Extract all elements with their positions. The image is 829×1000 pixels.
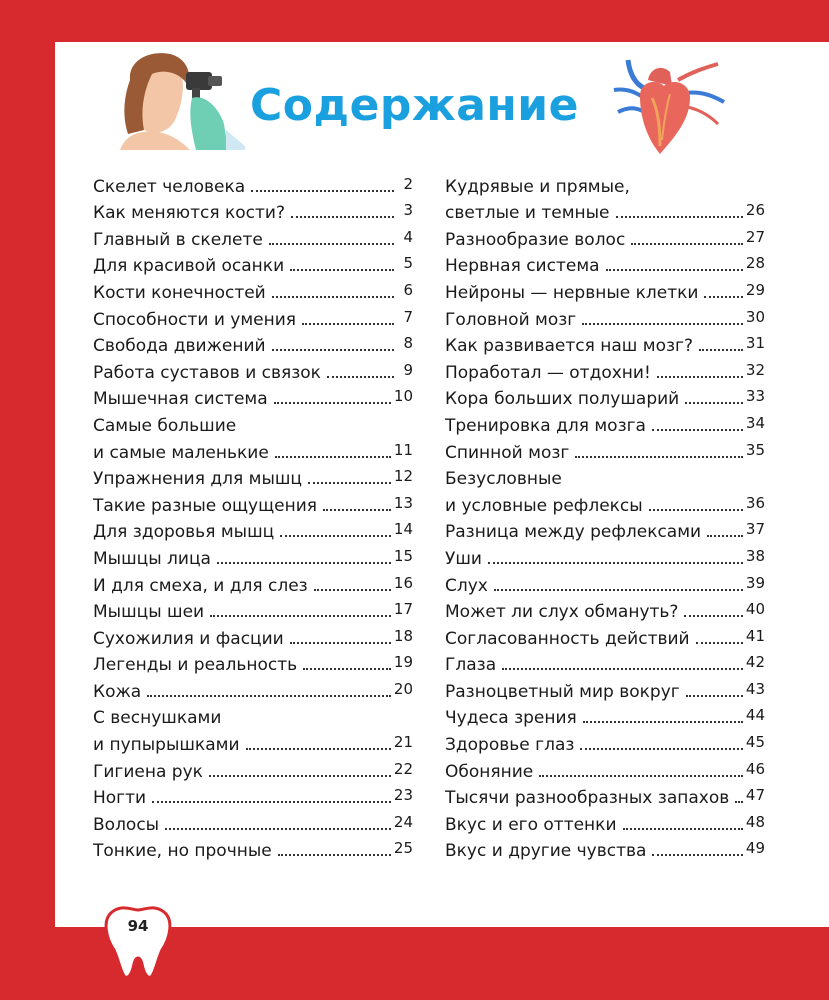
dot-leader: [735, 801, 743, 803]
toc-entry-page: 10: [393, 387, 413, 406]
anatomical-heart-icon: [600, 50, 730, 160]
toc-entry-page: 14: [393, 520, 413, 539]
page-number: 94: [127, 917, 149, 935]
toc-entry: [445, 572, 765, 599]
toc-entry-page: 44: [745, 706, 765, 725]
toc-entry-title: Работа суставов и связок: [93, 362, 321, 383]
toc-entry: [93, 785, 413, 812]
toc-entry: [445, 226, 765, 253]
toc-entry-title: Тренировка для мозга: [445, 415, 646, 436]
toc-entry: [445, 838, 765, 865]
dot-leader: [290, 642, 391, 644]
toc-entry: [445, 545, 765, 572]
dot-leader: [275, 456, 391, 458]
toc-entry-page: 33: [745, 387, 765, 406]
dot-leader: [280, 535, 391, 537]
toc-entry: [445, 811, 765, 838]
toc-entry-page: 46: [745, 759, 765, 778]
toc-entry-page: 4: [403, 227, 413, 246]
toc-entry-page: 29: [745, 280, 765, 299]
toc-entry-title: Мышцы лица: [93, 548, 211, 569]
dot-leader: [657, 376, 743, 378]
toc-entry-title: Кора больших полушарий: [445, 389, 680, 410]
toc-entry-page: 16: [393, 573, 413, 592]
toc-entry-page: 47: [745, 786, 765, 805]
toc-entry: [445, 279, 765, 306]
dot-leader: [165, 828, 391, 830]
dot-leader: [303, 668, 391, 670]
dot-leader: [327, 376, 394, 378]
toc-entry: [445, 519, 765, 546]
toc-entry: [93, 306, 413, 333]
toc-entry: [445, 678, 765, 705]
toc-entry-title: Самые большие: [93, 415, 237, 436]
toc-entry-page: 48: [745, 812, 765, 831]
toc-entry-page: 28: [745, 254, 765, 273]
toc-entry: [93, 333, 413, 360]
toc-entry-title: Нервная система: [445, 256, 600, 277]
toc-entry-title: Сухожилия и фасции: [93, 628, 284, 649]
dot-leader: [704, 296, 742, 298]
toc-entry-page: 6: [403, 280, 413, 299]
toc-entry-page: 41: [745, 626, 765, 645]
doctor-with-otoscope-icon: [100, 50, 245, 155]
toc-entry-title: Спинной мозг: [445, 442, 570, 463]
toc-entry-title: Гигиена рук: [93, 761, 203, 782]
dot-leader: [652, 854, 742, 856]
toc-entry-page: 5: [403, 254, 413, 273]
toc-entry-page: 34: [745, 413, 765, 432]
dot-leader: [686, 695, 743, 697]
toc-entry-title: Нейроны — нервные клетки: [445, 282, 699, 303]
dot-leader: [291, 216, 394, 218]
toc-entry: [445, 412, 765, 439]
dot-leader: [147, 695, 391, 697]
toc-entry-title: Мышцы шеи: [93, 602, 205, 623]
toc-entry: [445, 731, 765, 758]
toc-entry-title: Может ли слух обмануть?: [445, 602, 679, 623]
toc-entry-page: 39: [745, 573, 765, 592]
toc-entry-page: 2: [403, 174, 413, 193]
dot-leader: [616, 216, 743, 218]
toc-entry-title: Чудеса зрения: [445, 708, 577, 729]
dot-leader: [269, 243, 394, 245]
toc-entry-page: 22: [393, 759, 413, 778]
toc-entry-page: 49: [745, 839, 765, 858]
toc-entry: [93, 625, 413, 652]
toc-entry: [445, 705, 765, 732]
toc-entry: [93, 173, 413, 200]
toc-entry-title: И для смеха, и для слез: [93, 575, 308, 596]
dot-leader: [649, 509, 743, 511]
dot-leader: [251, 190, 394, 192]
dot-leader: [308, 482, 391, 484]
toc-entry-title: Разноцветный мир вокруг: [445, 681, 680, 702]
toc-entry: [445, 253, 765, 280]
toc-entry-page: 42: [745, 653, 765, 672]
dot-leader: [323, 509, 391, 511]
dot-leader: [246, 748, 391, 750]
toc-entry: [445, 173, 765, 226]
toc-entry: [445, 439, 765, 466]
dot-leader: [606, 269, 743, 271]
toc-entry: [445, 652, 765, 679]
page-title: Содержание: [250, 80, 579, 131]
toc-entry: [93, 253, 413, 280]
toc-entry-page: 21: [393, 733, 413, 752]
toc-entry-page: 24: [393, 812, 413, 831]
toc-entry: [93, 572, 413, 599]
toc-entry-title: светлые и темные: [445, 203, 610, 224]
dot-leader: [539, 775, 743, 777]
toc-entry: [445, 758, 765, 785]
toc-entry-page: 20: [393, 679, 413, 698]
toc-entry-title: Скелет человека: [93, 176, 246, 197]
toc-entry-title: Здоровье глаз: [445, 735, 575, 756]
toc-entry: [93, 838, 413, 865]
toc-entry: [93, 519, 413, 546]
toc-entry-title: Тонкие, но прочные: [93, 841, 272, 862]
toc-entry: [445, 306, 765, 333]
toc-entry-title: Свобода движений: [93, 336, 266, 357]
toc-entry-title: Кожа: [93, 681, 142, 702]
toc-entry-page: 11: [393, 440, 413, 459]
toc-entry-title: Как меняются кости?: [93, 203, 285, 224]
toc-entry: [93, 758, 413, 785]
toc-entry-page: 7: [403, 307, 413, 326]
toc-entry-page: 26: [745, 201, 765, 220]
toc-entry-page: 25: [393, 839, 413, 858]
toc-entry-page: 8: [403, 334, 413, 353]
dot-leader: [272, 296, 394, 298]
toc-entry-title: Главный в скелете: [93, 229, 263, 250]
toc-entry-title: С веснушками: [93, 708, 222, 729]
toc-entry: [93, 652, 413, 679]
toc-entry-title: Поработал — отдохни!: [445, 362, 651, 383]
toc-entry-title: и самые маленькие: [93, 442, 269, 463]
dot-leader: [217, 562, 391, 564]
dot-leader: [580, 748, 743, 750]
dot-leader: [152, 801, 391, 803]
toc-entry-page: 19: [393, 653, 413, 672]
toc-entry: [93, 811, 413, 838]
toc-entry-title: Безусловные: [445, 469, 562, 490]
dot-leader: [684, 615, 742, 617]
toc-entry-title: Волосы: [93, 814, 160, 835]
toc-entry-title: Способности и умения: [93, 309, 297, 330]
dot-leader: [631, 243, 743, 245]
dot-leader: [582, 323, 743, 325]
toc-entry: [445, 333, 765, 360]
toc-entry: [93, 492, 413, 519]
toc-entry-title: Упражнения для мышц: [93, 469, 302, 490]
toc-entry: [445, 625, 765, 652]
tooth-icon: [98, 900, 178, 980]
toc-entry-title: Как развивается наш мозг?: [445, 336, 693, 357]
toc-entry-title: Ногти: [93, 788, 147, 809]
toc-entry-page: 35: [745, 440, 765, 459]
toc-entry: [93, 705, 413, 758]
toc-entry-title: Разнообразие волос: [445, 229, 626, 250]
toc-entry-page: 15: [393, 546, 413, 565]
dot-leader: [652, 429, 743, 431]
toc-entry-page: 37: [745, 520, 765, 539]
dot-leader: [502, 668, 743, 670]
toc-entry-page: 18: [393, 626, 413, 645]
dot-leader: [494, 589, 743, 591]
toc-entry-title: и условные рефлексы: [445, 495, 643, 516]
toc-right-column: [445, 173, 765, 864]
dot-leader: [707, 535, 743, 537]
dot-leader: [274, 402, 391, 404]
toc-entry-title: Вкус и его оттенки: [445, 814, 617, 835]
toc-entry-title: Мышечная система: [93, 389, 268, 410]
toc-entry: [445, 359, 765, 386]
toc-entry: [93, 466, 413, 493]
toc-entry-title: Уши: [445, 548, 482, 569]
toc-entry-page: 27: [745, 227, 765, 246]
toc-entry-page: 3: [403, 201, 413, 220]
toc-entry: [93, 545, 413, 572]
dot-leader: [290, 269, 394, 271]
toc-entry-page: 30: [745, 307, 765, 326]
dot-leader: [699, 349, 743, 351]
toc-entry-title: Тысячи разнообразных запахов: [445, 788, 730, 809]
toc-entry-page: 17: [393, 600, 413, 619]
toc-entry: [445, 466, 765, 519]
toc-entry-page: 43: [745, 679, 765, 698]
toc-entry-page: 45: [745, 733, 765, 752]
toc-entry-page: 9: [403, 360, 413, 379]
dot-leader: [272, 349, 394, 351]
toc-entry: [93, 200, 413, 227]
toc-entry-title: Кости конечностей: [93, 282, 266, 303]
toc-entry-title: Легенды и реальность: [93, 655, 298, 676]
toc-entry: [93, 599, 413, 626]
toc-entry-page: 12: [393, 467, 413, 486]
toc-entry-title: Такие разные ощущения: [93, 495, 317, 516]
toc-entry: [445, 785, 765, 812]
dot-leader: [209, 775, 391, 777]
toc-entry-page: 23: [393, 786, 413, 805]
toc-entry-title: Для красивой осанки: [93, 256, 285, 277]
toc-entry-page: 31: [745, 334, 765, 353]
dot-leader: [278, 854, 391, 856]
dot-leader: [583, 721, 743, 723]
toc-entry: [93, 386, 413, 413]
dot-leader: [623, 828, 743, 830]
dot-leader: [314, 589, 391, 591]
toc-entry-title: Для здоровья мышц: [93, 522, 275, 543]
toc-entry-title: Вкус и другие чувства: [445, 841, 647, 862]
dot-leader: [210, 615, 391, 617]
dot-leader: [575, 456, 743, 458]
toc-entry-title: Кудрявые и прямые,: [445, 176, 630, 197]
toc-entry-title: Обоняние: [445, 761, 534, 782]
toc-entry-title: и пупырышками: [93, 735, 240, 756]
toc-entry: [445, 386, 765, 413]
toc-entry: [93, 359, 413, 386]
toc-entry-page: 40: [745, 600, 765, 619]
toc-entry: [93, 412, 413, 465]
toc-entry: [93, 279, 413, 306]
dot-leader: [685, 402, 743, 404]
toc-entry-title: Слух: [445, 575, 488, 596]
toc-entry-title: Глаза: [445, 655, 497, 676]
dot-leader: [696, 642, 743, 644]
toc-entry: [445, 599, 765, 626]
toc-entry-title: Головной мозг: [445, 309, 577, 330]
toc-entry-page: 13: [393, 493, 413, 512]
toc-entry-page: 36: [745, 493, 765, 512]
dot-leader: [302, 323, 394, 325]
toc-entry-page: 38: [745, 546, 765, 565]
dot-leader: [488, 562, 743, 564]
toc-entry-title: Согласованность действий: [445, 628, 690, 649]
toc-entry: [93, 678, 413, 705]
toc-entry: [93, 226, 413, 253]
toc-entry-title: Разница между рефлексами: [445, 522, 702, 543]
toc-left-column: [93, 173, 413, 864]
toc-entry-page: 32: [745, 360, 765, 379]
